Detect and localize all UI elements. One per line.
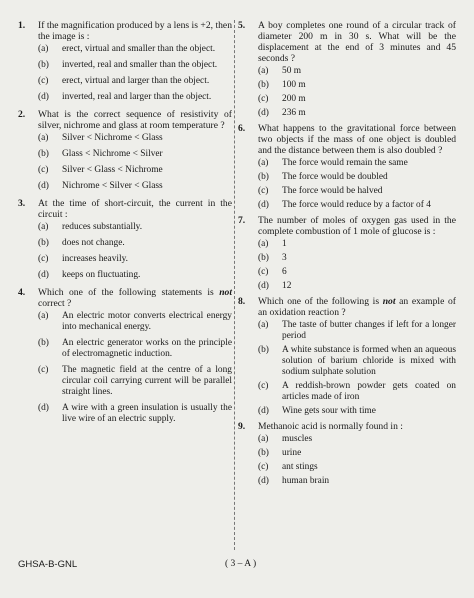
question-number: 5. [238,20,246,31]
option: (b) 100 m [258,80,306,90]
question-stem: The number of moles of oxygen gas used in the complete combustion of 1 mole of glucose is : [258,215,456,237]
question-stem: Methanoic acid is normally found in : [258,421,403,432]
right-column [238,20,456,490]
option: (b) An electric generator works on the principle of electromagnetic induction. [38,338,232,359]
option: (c) increases heavily. [38,254,129,264]
question-number: 6. [238,123,246,134]
question-number: 8. [238,296,246,307]
question-2 [18,109,232,192]
option: (d) Nichrome < Silver < Glass [38,181,163,191]
question-number: 1. [18,20,26,31]
option: (a) muscles [258,434,313,444]
option: (d) human brain [258,476,330,486]
option: (b) A white substance is formed when an aqueous solution of barium chloride is mixed with sodium sulphate solution [258,345,456,377]
question-stem: A boy completes one round of a circular track of diameter 200 m in 30 s. What will be the displacement at the end of 3 minutes and 45 seconds ? [258,20,456,64]
option: (d) The force would reduce by a factor of 4 [258,200,431,210]
question-stem: At the time of short-circuit, the current in the circuit : [38,198,232,220]
question-3 [18,198,232,281]
question-4 [18,287,232,425]
option: (a) reduces substantially. [38,222,143,232]
question-stem: Which one of the following statements is not correct ? [38,287,232,309]
question-number: 9. [238,421,246,432]
option: (c) 200 m [258,94,306,104]
option: (b) urine [258,448,302,458]
question-7 [238,215,456,292]
question-stem: What happens to the gravitational force between two objects if the mass of one object is doubled and the distance between them is also doubled ? [258,123,456,156]
option: (a) 50 m [258,66,302,76]
question-number: 2. [18,109,26,120]
option: (d) inverted, real and larger than the object. [38,92,212,102]
option: (c) ant stings [258,462,318,472]
option: (a) 1 [258,239,287,249]
option: (a) An electric motor converts electrical energy into mechanical energy. [38,311,232,332]
page-footer [0,557,474,573]
option: (d) Wine gets sour with time [258,406,376,416]
question-stem: Which one of the following is not an example of an oxidation reaction ? [258,296,456,318]
question-stem: If the magnification produced by a lens is +2, then the image is : [38,20,232,42]
option: (c) Silver < Glass < Nichrome [38,165,163,175]
option: (d) 236 m [258,108,306,118]
option: (a) Silver < Nichrome < Glass [38,133,163,143]
option: (a) The taste of butter changes if left for a longer period [258,320,456,341]
option: (c) 6 [258,267,287,277]
question-stem: What is the correct sequence of resistivity of silver, nichrome and glass at room temperature ? [38,109,232,131]
option: (c) A reddish-brown powder gets coated on articles made of iron [258,381,456,402]
question-number: 3. [18,198,26,209]
option: (b) inverted, real and smaller than the object. [38,60,218,70]
option: (c) erect, virtual and larger than the object. [38,76,210,86]
option: (d) keeps on fluctuating. [38,270,141,280]
question-6 [238,123,456,211]
left-column [18,20,232,430]
option: (d) 12 [258,281,292,291]
option: (b) Glass < Nichrome < Silver [38,149,163,159]
question-number: 4. [18,287,26,298]
question-number: 7. [238,215,246,226]
column-divider [234,20,235,550]
option: (a) erect, virtual and smaller than the object. [38,44,216,54]
question-5 [238,20,456,119]
question-8 [238,296,456,417]
question-1 [18,20,232,103]
option: (b) 3 [258,253,287,263]
question-9 [238,421,456,487]
option: (c) The magnetic field at the centre of a long circular coil carrying current will be parallel straight lines. [38,365,232,397]
option: (a) The force would remain the same [258,158,408,168]
option: (c) The force would be halved [258,186,383,196]
option: (b) does not change. [38,238,125,248]
paper-code: GHSA-B-GNL [18,559,78,570]
page-number: ( 3 – A ) [225,559,257,569]
emphasis-not: not [382,296,396,307]
emphasis-not: not [219,287,232,298]
option: (d) A wire with a green insulation is usually the live wire of an electric supply. [38,403,232,424]
option: (b) The force would be doubled [258,172,388,182]
